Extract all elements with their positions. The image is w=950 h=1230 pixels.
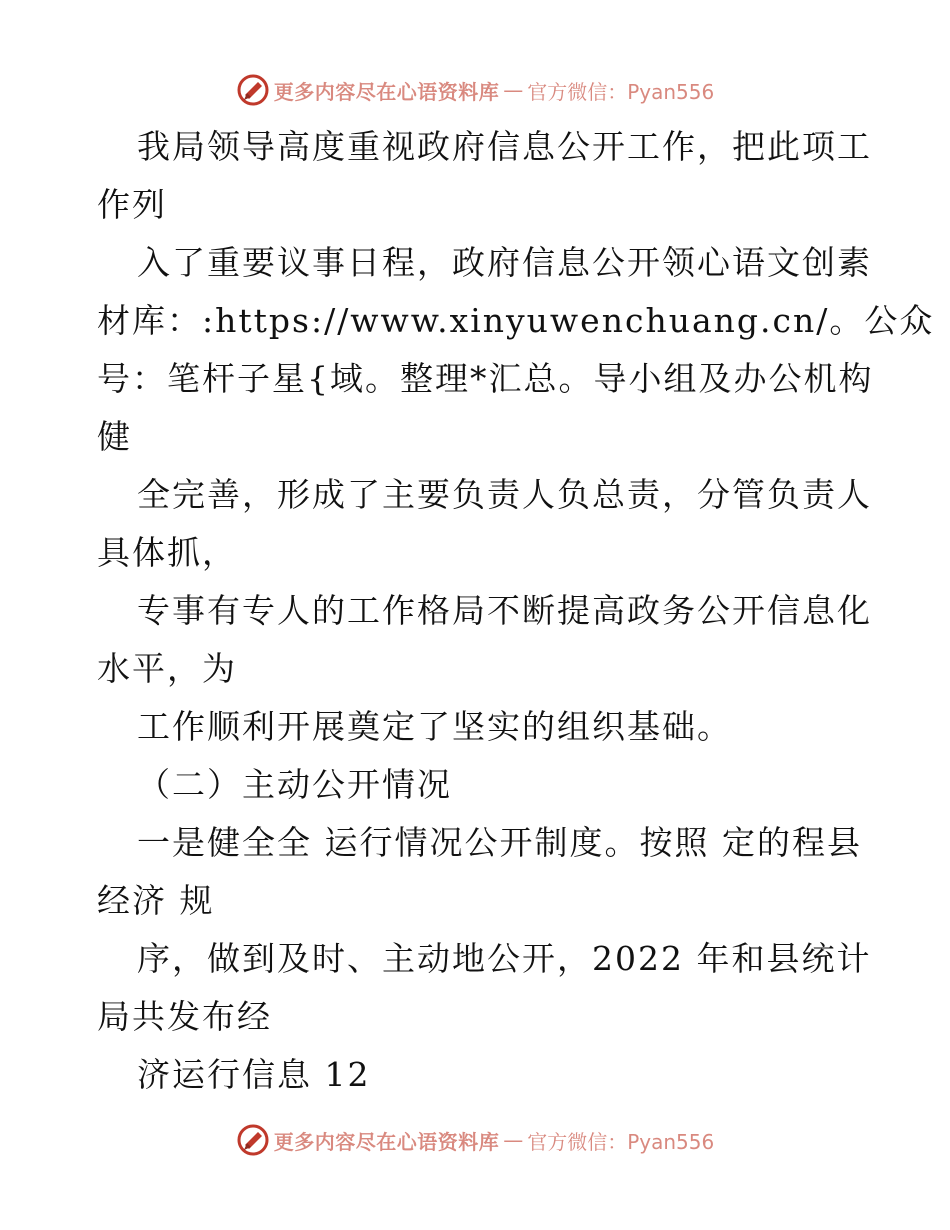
header-banner [0,70,950,110]
body-line: 水平，为 [97,649,237,688]
body-line: 序，做到及时、主动地公开，2022 年和县统计 [137,939,872,978]
footer-banner [0,1120,950,1160]
body-line: 作列 [97,185,167,224]
body-line: 号：笔杆子星{域。整理*汇总。导小组及办公机构 [97,359,874,398]
document-body [97,118,935,1104]
body-line: 我局领导高度重视政府信息公开工作，把此项工 [137,127,872,166]
body-line: 具体抓， [97,533,237,572]
body-line: 健 [97,417,132,456]
footer-contact: 官方微信：Pyan556 [527,1129,715,1154]
body-line: 经济 规 [97,881,215,920]
body-line: 一是健全全 运行情况公开制度。按照 定的程县 [137,823,862,862]
body-line: 专事有专人的工作格局不断提高政务公开信息化 [137,591,872,630]
body-line: 济运行信息 12 [137,1055,371,1094]
footer-brand-text: 更多内容尽在心语资料库 [273,1129,500,1154]
brand-logo-icon [236,1123,270,1157]
footer-separator: — [503,1128,524,1152]
body-line: 全完善，形成了主要负责人负总责，分管负责人 [137,475,872,514]
header-brand-text: 更多内容尽在心语资料库 [273,79,500,104]
body-line: 入了重要议事日程，政府信息公开领心语文创素 [137,243,872,282]
brand-logo-icon [236,73,270,107]
header-contact: 官方微信：Pyan556 [527,79,715,104]
section-heading: （二）主动公开情况 [137,765,452,804]
body-line: 工作顺利开展奠定了坚实的组织基础。 [137,707,732,746]
body-line: 局共发布经 [97,997,272,1036]
body-line: 材库：:https://www.xinyuwenchuang.cn/。公众 [97,301,935,340]
header-separator: — [503,78,524,102]
